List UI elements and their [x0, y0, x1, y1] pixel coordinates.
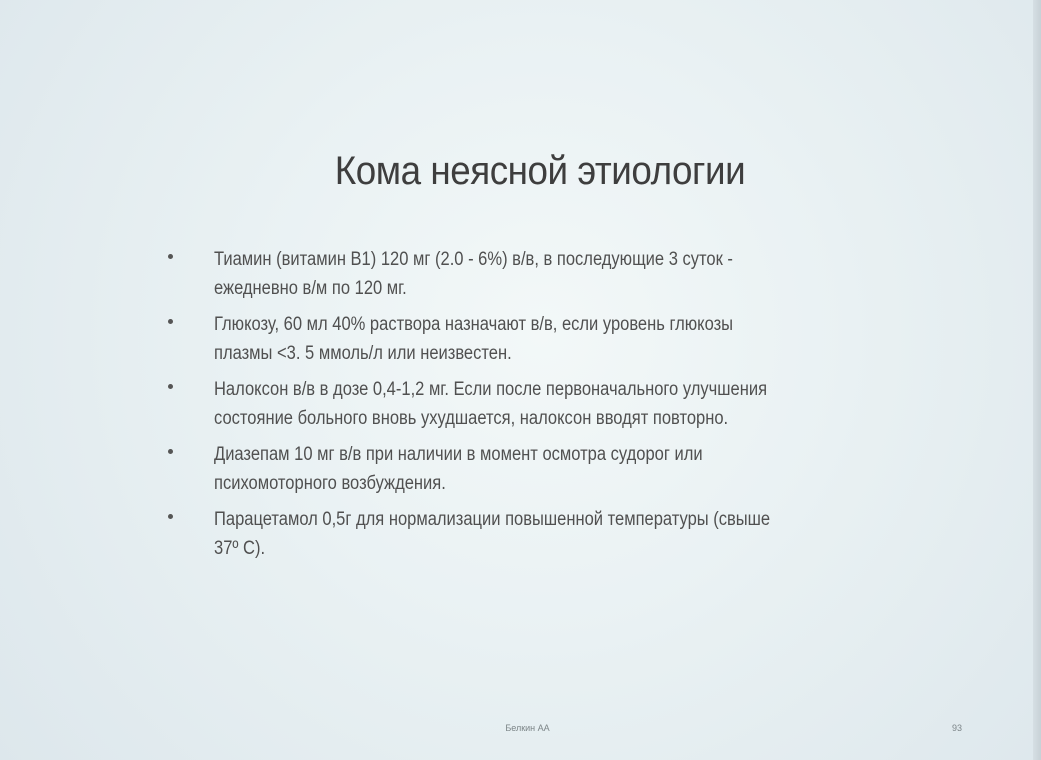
- bullet-point-icon: [168, 254, 173, 259]
- bullet-item-3: [150, 375, 900, 427]
- bullet-point-icon: [168, 319, 173, 324]
- bullet-line-2: плазмы <3. 5 ммоль/л или неизвестен.: [214, 343, 512, 364]
- bullet-text: [214, 440, 814, 498]
- bullet-point-icon: [168, 384, 173, 389]
- bullet-item-4: [150, 440, 900, 492]
- bullet-point-icon: [168, 449, 173, 454]
- bullet-text: [214, 375, 814, 433]
- bullet-line-1: Налоксон в/в в дозе 0,4-1,2 мг. Если после первоначального улучшения: [214, 379, 768, 400]
- bullet-item-2: [150, 310, 900, 362]
- footer-author: Белкин АА: [505, 723, 550, 733]
- bullet-text: [214, 310, 814, 368]
- bullet-point-icon: [168, 514, 173, 519]
- slide-page-number: 93: [951, 723, 962, 733]
- bullet-line-2: состояние больного вновь ухудшается, налоксон вводят повторно.: [214, 408, 729, 429]
- bullet-line-2: психомоторного возбуждения.: [214, 473, 446, 494]
- bullet-line-1: Тиамин (витамин В1) 120 мг (2.0 - 6%) в/в, в последующие 3 суток -: [214, 249, 733, 270]
- bullet-line-2: ежедневно в/м по 120 мг.: [214, 278, 407, 299]
- bullet-list: [150, 245, 900, 570]
- bullet-line-2: 37º С).: [214, 538, 266, 559]
- bullet-item-1: [150, 245, 900, 297]
- bullet-line-1: Диазепам 10 мг в/в при наличии в момент осмотра судорог или: [214, 444, 703, 465]
- bullet-text: [214, 505, 814, 563]
- bullet-text: [214, 245, 814, 303]
- bullet-line-1: Глюкозу, 60 мл 40% раствора назначают в/в, если уровень глюкозы: [214, 314, 734, 335]
- bullet-item-5: [150, 505, 900, 557]
- bullet-line-1: Парацетамол 0,5г для нормализации повышенной температуры (свыше: [214, 509, 771, 530]
- slide-title: Кома неясной этиологии: [334, 149, 746, 193]
- screen-edge: [1033, 0, 1041, 760]
